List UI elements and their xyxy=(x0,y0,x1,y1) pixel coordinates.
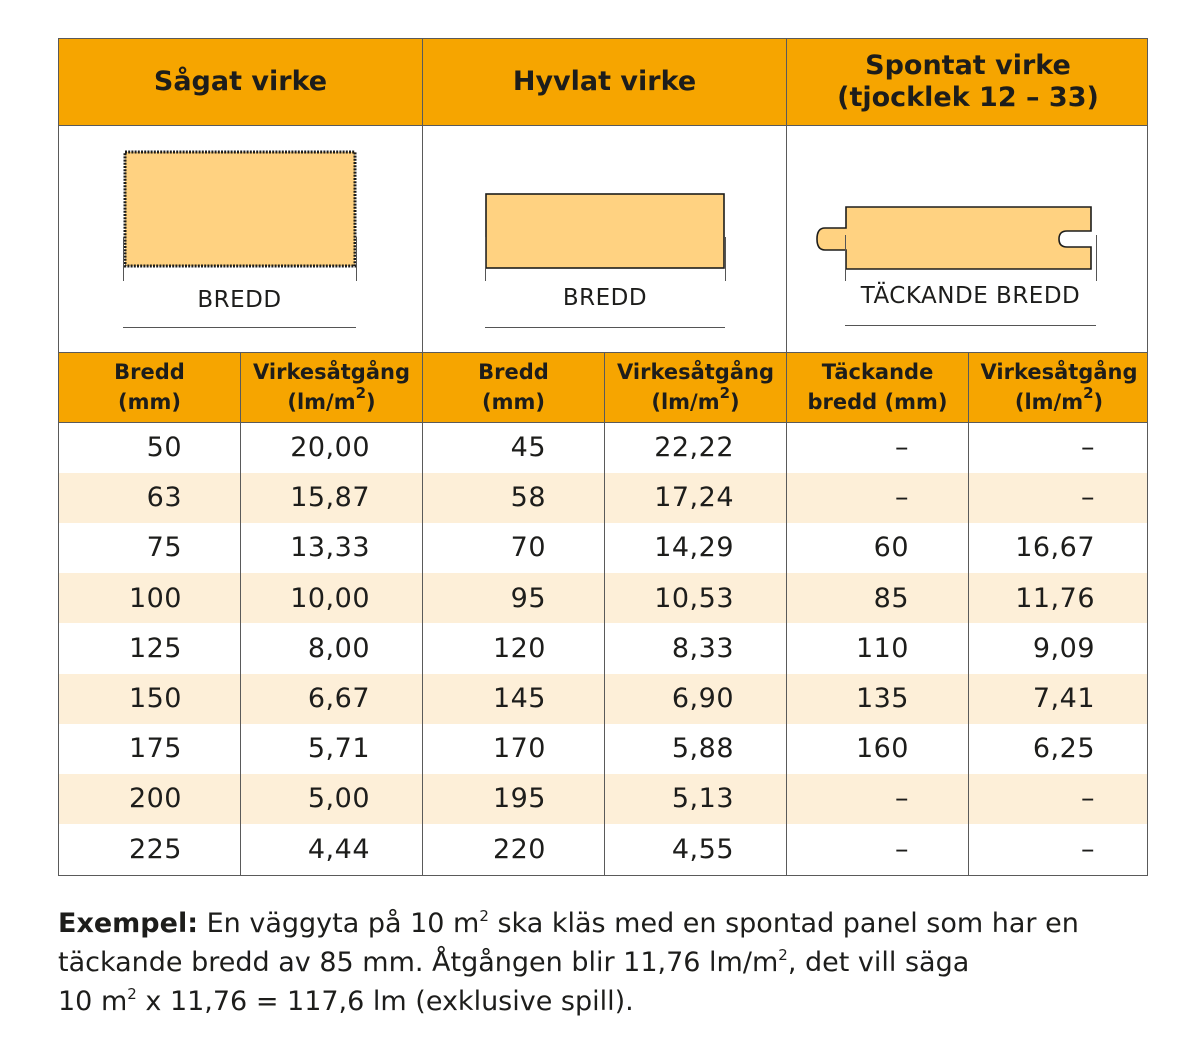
cell-bredd-hyvlat: 95 xyxy=(510,583,546,614)
title-hyvlat xyxy=(423,39,786,125)
example-text-part: täckande bredd av 85 mm. Åtgången blir 11,76 lm/m xyxy=(58,947,779,978)
cell-bredd-sagat: 200 xyxy=(128,783,182,814)
cell-virkesatgang-hyvlat: 14,29 xyxy=(654,532,734,563)
cell-virkesatgang-hyvlat: 5,88 xyxy=(671,733,734,764)
cell-virkesatgang-sagat: 5,71 xyxy=(307,733,370,764)
dimension-label-spontat: TÄCKANDE BREDD xyxy=(860,283,1081,309)
subheader-line: (mm) xyxy=(118,390,181,414)
subheader-line: bredd (mm) xyxy=(807,390,948,414)
title-sagat-text: Sågat virke xyxy=(153,66,328,97)
cell-bredd-hyvlat: 120 xyxy=(492,633,546,664)
cell-virkesatgang-spontat: 16,67 xyxy=(1015,532,1095,563)
cell-bredd-sagat: 125 xyxy=(128,633,182,664)
cell-bredd-hyvlat: 195 xyxy=(492,783,546,814)
planed-board-shape xyxy=(486,194,724,268)
cell-bredd-sagat: 63 xyxy=(146,482,182,513)
subheader-unit: (lm/m xyxy=(1014,390,1084,414)
title-spontat-subtext: (tjocklek 12 – 33) xyxy=(837,82,1099,113)
cell-virkesatgang-spontat: 7,41 xyxy=(1032,683,1095,714)
dimension-tick xyxy=(356,237,357,281)
example-line-1 xyxy=(58,904,1158,943)
subheader-virkesatgang-sagat xyxy=(241,352,422,422)
dimension-tick xyxy=(725,237,726,281)
cell-virkesatgang-sagat: 5,00 xyxy=(307,783,370,814)
cell-bredd-sagat: 75 xyxy=(146,532,182,563)
dimension-tick xyxy=(485,237,486,281)
dimension-tick xyxy=(1096,235,1097,281)
cell-bredd-sagat: 100 xyxy=(128,583,182,614)
cell-tackande-bredd: – xyxy=(895,432,909,463)
cell-virkesatgang-hyvlat: 17,24 xyxy=(654,482,734,513)
subheader-bredd-hyvlat xyxy=(423,352,604,422)
subheader-virkesatgang-hyvlat xyxy=(605,352,786,422)
cell-virkesatgang-sagat: 10,00 xyxy=(290,583,370,614)
dimension-tick xyxy=(123,237,124,281)
example-line-3 xyxy=(58,982,1158,1021)
cell-tackande-bredd: – xyxy=(895,783,909,814)
dimension-line xyxy=(845,325,1096,326)
cell-bredd-hyvlat: 170 xyxy=(492,733,546,764)
cell-tackande-bredd: 85 xyxy=(873,583,909,614)
cell-virkesatgang-spontat: – xyxy=(1081,482,1095,513)
cell-virkesatgang-sagat: 13,33 xyxy=(290,532,370,563)
cell-bredd-sagat: 225 xyxy=(128,834,182,865)
example-text-part: En väggyta på 10 m xyxy=(198,908,480,939)
title-hyvlat-text: Hyvlat virke xyxy=(512,66,697,97)
cell-virkesatgang-sagat: 4,44 xyxy=(307,834,370,865)
cell-virkesatgang-spontat: – xyxy=(1081,834,1095,865)
cell-virkesatgang-spontat: – xyxy=(1081,432,1095,463)
subheader-tackande-bredd xyxy=(787,352,968,422)
example-line-2 xyxy=(58,943,1158,982)
dimension-line xyxy=(485,327,725,328)
subheader-line xyxy=(1014,384,1104,417)
title-sagat xyxy=(59,39,422,125)
title-spontat xyxy=(787,39,1149,125)
subheader-line: Bredd xyxy=(478,360,549,384)
lumber-table xyxy=(58,38,1148,876)
subheader-line: (mm) xyxy=(482,390,545,414)
cell-virkesatgang-spontat: 6,25 xyxy=(1032,733,1095,764)
cell-tackande-bredd: 135 xyxy=(855,683,909,714)
cell-bredd-sagat: 150 xyxy=(128,683,182,714)
subheader-sup: 2 xyxy=(355,384,367,402)
example-label: Exempel: xyxy=(58,908,198,939)
cell-virkesatgang-hyvlat: 6,90 xyxy=(671,683,734,714)
dimension-label-sagat: BREDD xyxy=(197,287,282,313)
example-sup: 2 xyxy=(479,907,489,925)
cell-bredd-sagat: 50 xyxy=(146,432,182,463)
cell-virkesatgang-hyvlat: 4,55 xyxy=(671,834,734,865)
subheader-line: Täckande xyxy=(821,360,934,384)
cell-virkesatgang-sagat: 15,87 xyxy=(290,482,370,513)
example-sup: 2 xyxy=(778,946,788,964)
dimension-tick xyxy=(845,235,846,281)
cell-tackande-bredd: 110 xyxy=(855,633,909,664)
subheader-unit-end: ) xyxy=(366,390,376,414)
cell-bredd-sagat: 175 xyxy=(128,733,182,764)
cell-bredd-hyvlat: 145 xyxy=(492,683,546,714)
cell-virkesatgang-spontat: – xyxy=(1081,783,1095,814)
subheader-unit: (lm/m xyxy=(651,390,720,414)
example-text-part: x 11,76 = 117,6 lm (exklusive spill). xyxy=(136,986,634,1017)
sawn-board-shape xyxy=(125,152,355,266)
cell-virkesatgang-hyvlat: 22,22 xyxy=(654,432,734,463)
subheader-sup: 2 xyxy=(719,384,731,402)
cell-bredd-hyvlat: 58 xyxy=(510,482,546,513)
cell-tackande-bredd: – xyxy=(895,482,909,513)
profile-illustrations xyxy=(59,125,1149,352)
cell-virkesatgang-spontat: 9,09 xyxy=(1032,633,1095,664)
cell-virkesatgang-spontat: 11,76 xyxy=(1015,583,1095,614)
subheader-unit-end: ) xyxy=(730,390,740,414)
cell-virkesatgang-sagat: 6,67 xyxy=(307,683,370,714)
dimension-line xyxy=(123,327,356,328)
subheader-line xyxy=(651,384,740,417)
subheader-virkesatgang-spontat xyxy=(969,352,1149,422)
example-text-part: ska kläs med en spontad panel som har en xyxy=(488,908,1079,939)
subheader-sup: 2 xyxy=(1083,384,1094,402)
cell-virkesatgang-hyvlat: 8,33 xyxy=(671,633,734,664)
cell-bredd-hyvlat: 45 xyxy=(510,432,546,463)
example-sup: 2 xyxy=(127,985,137,1003)
subheader-unit-end: ) xyxy=(1093,390,1104,414)
dimension-label-hyvlat: BREDD xyxy=(562,285,648,311)
subheader-unit: (lm/m xyxy=(287,390,356,414)
cell-virkesatgang-hyvlat: 5,13 xyxy=(671,783,734,814)
subheader-bredd-sagat xyxy=(59,352,240,422)
example-text-part: 10 m xyxy=(58,986,128,1017)
example-text-part: , det vill säga xyxy=(787,947,970,978)
subheader-line: Bredd xyxy=(114,360,185,384)
cell-bredd-hyvlat: 70 xyxy=(510,532,546,563)
cell-virkesatgang-hyvlat: 10,53 xyxy=(654,583,734,614)
subheader-line xyxy=(287,384,376,417)
tongue-groove-board-shape xyxy=(817,207,1091,269)
subheader-line: Virkesåtgång xyxy=(617,360,774,384)
cell-virkesatgang-sagat: 8,00 xyxy=(307,633,370,664)
subheader-line: Virkesåtgång xyxy=(253,360,410,384)
example-text xyxy=(58,904,1158,1021)
cell-tackande-bredd: 60 xyxy=(873,532,909,563)
title-spontat-text: Spontat virke xyxy=(865,50,1071,81)
cell-virkesatgang-sagat: 20,00 xyxy=(290,432,370,463)
cell-tackande-bredd: – xyxy=(895,834,909,865)
cell-bredd-hyvlat: 220 xyxy=(492,834,546,865)
cell-tackande-bredd: 160 xyxy=(855,733,909,764)
subheader-line: Virkesåtgång xyxy=(980,360,1138,384)
